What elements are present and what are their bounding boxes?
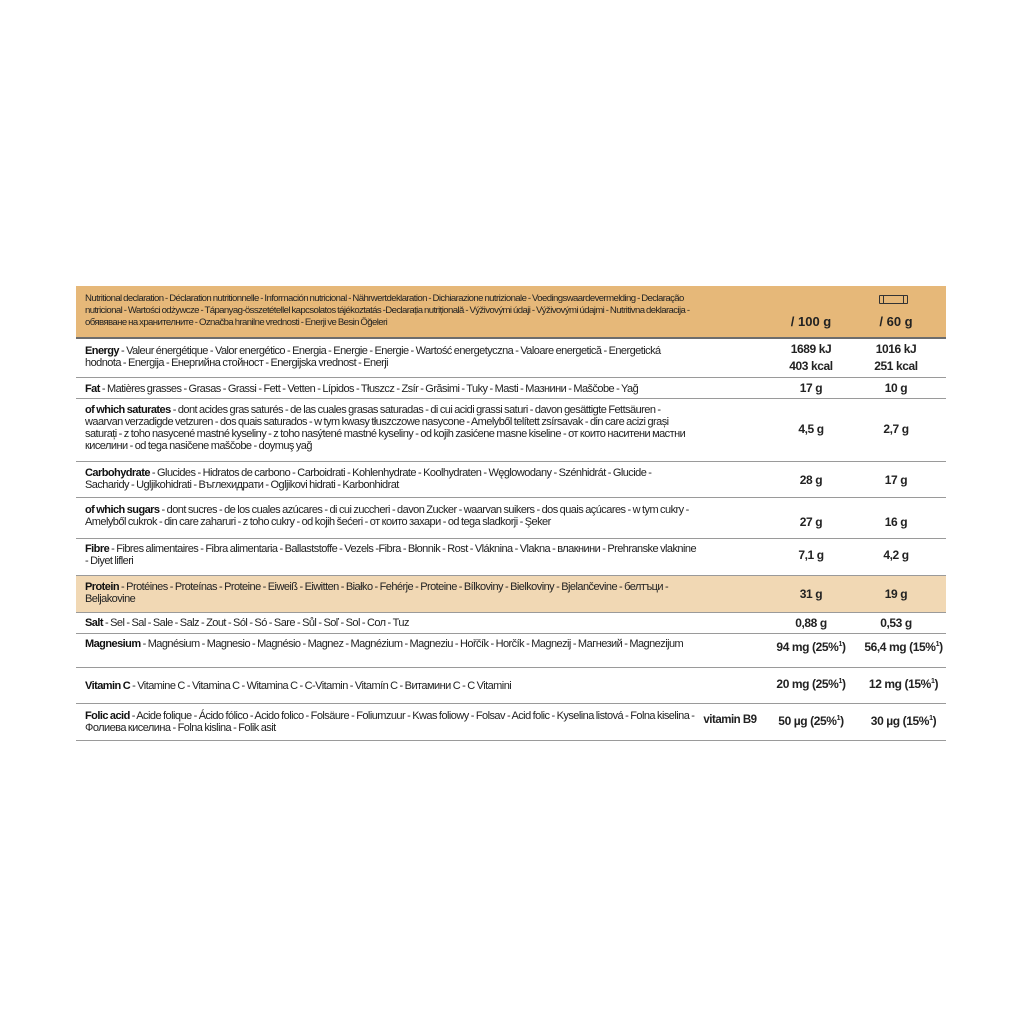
row-description [85, 467, 697, 491]
value-60g: 12 mg (15%$^1$) [868, 677, 939, 691]
value-100g: 4,5 g [798, 422, 824, 436]
value-100g: 7,1 g [798, 548, 824, 562]
row-energy [76, 339, 946, 378]
value-60g: 0,53 g [880, 616, 912, 630]
value-60g: 16 g [884, 515, 908, 529]
row-description [85, 581, 697, 605]
row-translations: - Glucides - Hidratos de carbono - Carboidrati - Kohlenhydrate - Koolhydraten - Węglowodany - Szénhidrát - Glucide - Sacharidy - Ugljikohidrati - Въглехидрати - Ogljikovi hidrati - Karbonhidrat [85, 467, 652, 491]
row-label: Fibre [85, 543, 110, 555]
value-60g: 10 g [884, 381, 908, 395]
row-folic-acid [76, 704, 946, 741]
row-label: Carbohydrate [85, 467, 150, 479]
value-100g: 50 µg (25%$^1$) [778, 714, 844, 728]
row-label: of which sugars [85, 504, 160, 516]
row-description [85, 638, 697, 650]
row-fibre [76, 539, 946, 576]
value-60g: 4,2 g [883, 548, 909, 562]
row-translations: - dont sucres - de los cuales azúcares - di cui zuccheri - davon Zucker - waarvan suikers - dos quais açúcares - w tym cukry - Amelyből cukrok - din care zaharuri - z toho cukry - od kojih šećeri - от които захари - od tega sladkorji - Şeker [85, 504, 689, 528]
row-saturates [76, 399, 946, 462]
row-description [85, 345, 697, 369]
row-label: Salt [85, 617, 103, 629]
row-description [85, 504, 697, 528]
row-translations: - Valeur énergétique - Valor energético - Energia - Energie - Energie - Wartość energetyczna - Valoare energetică - Energetická hodnota - Energija - Енергийна стойност - Energijska vrednost - Enerji [85, 345, 661, 369]
value-100g: 31 g [799, 587, 823, 601]
row-carbohydrate [76, 462, 946, 498]
row-description [85, 680, 697, 692]
row-label: Energy [85, 345, 119, 357]
row-fat [76, 378, 946, 399]
row-label: Magnesium [85, 638, 141, 650]
value-100g: 27 g [799, 515, 823, 529]
value-60g: 2,7 g [883, 422, 909, 436]
nutrition-table [76, 286, 946, 741]
row-salt [76, 613, 946, 634]
row-description [85, 543, 697, 567]
row-label: of which saturates [85, 404, 171, 416]
column-per-60g: / 60 g [879, 314, 913, 329]
value-60g-kcal: 251 kcal [874, 359, 918, 373]
row-vitamin-c [76, 668, 946, 704]
value-100g: 20 mg (25%$^1$) [776, 677, 846, 691]
row-description [85, 617, 697, 629]
row-translations: - dont acides gras saturés - de las cuales grasas saturadas - di cui acidi grassi saturi - davon gesättigte Fettsäuren - waarvan verzadigde vetzuren - dos quais saturados - w tym kwasy tłuszczowe nasycone - Amelyből telített zsírsavak - din care acizi grași saturați - z toho nasycené mastné kyseliny - z toho nasýtené mastné kyseliny - od kojih zasićene masne kiseline - от които наситени мастни киселини - od tega nasičene maščobe - doymuş yağ [85, 404, 686, 452]
row-label: Fat [85, 383, 100, 395]
row-magnesium [76, 634, 946, 668]
value-60g: 17 g [884, 473, 908, 487]
value-60g: 19 g [884, 587, 908, 601]
value-100g: 28 g [799, 473, 823, 487]
value-100g-kcal: 403 kcal [789, 359, 833, 373]
table-header [76, 286, 946, 339]
value-100g: 94 mg (25%$^1$) [776, 640, 846, 654]
row-label: Protein [85, 581, 120, 593]
header-text: Nutritional declaration - Déclaration nutritionnelle - Información nutricional - Nährwertdeklaration - Dichiarazione nutrizionale - Voedingswaardevermelding - Declaração nutricional - Wartości odżywcze - Tápanyag-összetétellel kapcsolatos tájékoztatás -Declarația nutrițională - Výživovými údaji - Výživovými údajmi - Nutritivna deklaracija - обявяване на хранителните - Označba hranilne vrednosti - Enerji ve Besin Öğeleri [85, 293, 690, 328]
row-description [85, 710, 697, 734]
row-translations: - Sel - Sal - Sale - Salz - Zout - Sól - Só - Sare - Sůl - Soľ - Sol - Сол - Tuz [102, 617, 409, 629]
value-60g-kj: 1016 kJ [875, 342, 917, 356]
value-100g-kj: 1689 kJ [790, 342, 832, 356]
row-description [85, 404, 697, 452]
row-protein [76, 576, 946, 613]
value-60g: 56,4 mg (15%$^1$) [864, 640, 943, 654]
row-translations: - Fibres alimentaires - Fibra alimentaria - Ballaststoffe - Vezels -Fibra - Błonnik - Rost - Vláknina - Vlakna - влакнини - Prehranske vlaknine - Diyet lifleri [85, 543, 697, 567]
vitamin-b9-label: vitamin B9 [703, 714, 757, 726]
value-100g: 17 g [799, 381, 823, 395]
row-translations: - Acide folique - Ácido fólico - Acido folico - Folsäure - Foliumzuur - Kwas foliowy - Folsav - Acid folic - Kyselina listová - Folna kiselina - Фолиева киселина - Folna kislina - Folik asit [85, 710, 695, 734]
row-translations: - Magnésium - Magnesio - Magnésio - Magnez - Magnézium - Magneziu - Hořčík - Horčík - Magnezij - Магнезий - Magnezijum [140, 638, 684, 650]
row-translations: - Vitamine C - Vitamina C - Witamina C - C-Vitamin - Vitamín C - Витамини C - C Vitamini [130, 680, 512, 692]
value-100g: 0,88 g [795, 616, 827, 630]
row-sugars [76, 498, 946, 539]
row-label: Vitamin C [85, 680, 131, 692]
row-description [85, 383, 697, 395]
row-label: Folic acid [85, 710, 130, 722]
bar-icon [879, 295, 908, 304]
row-translations: - Matières grasses - Grasas - Grassi - Fett - Vetten - Lípidos - Tłuszcz - Zsír - Grăsimi - Tuky - Masti - Мазнини - Maščobe - Yağ [99, 383, 639, 395]
column-per-100g: / 100 g [790, 314, 832, 329]
value-60g: 30 µg (15%$^1$) [870, 714, 937, 728]
row-translations: - Protéines - Proteínas - Proteine - Eiweiß - Eiwitten - Białko - Fehérje - Proteine - Bílkoviny - Bielkoviny - Bjelančevine - белтъци - Beljakovine [85, 581, 669, 605]
